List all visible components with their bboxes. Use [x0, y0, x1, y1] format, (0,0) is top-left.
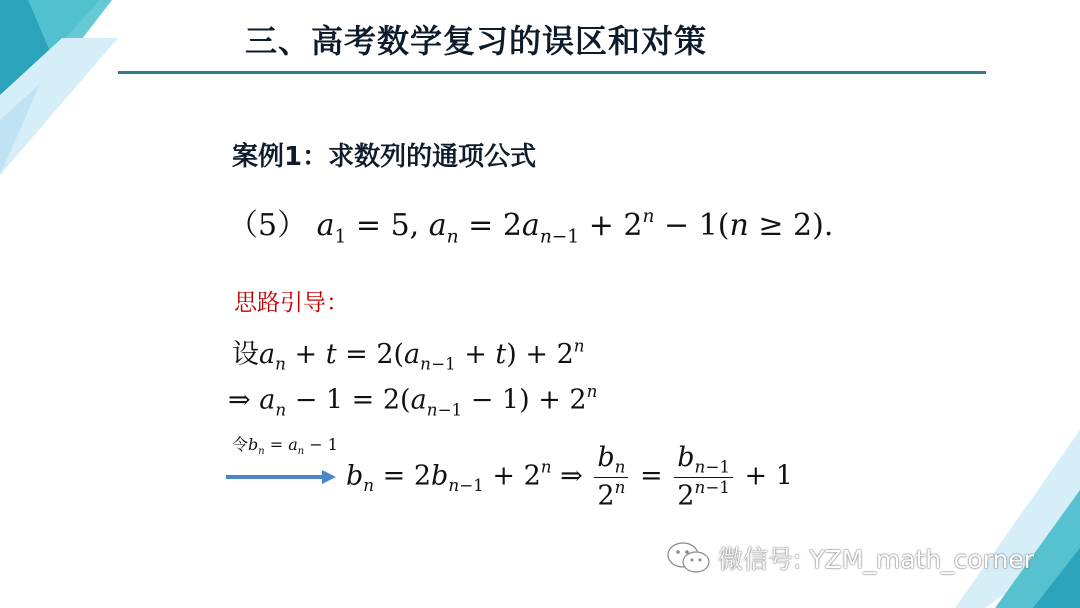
wechat-watermark	[666, 540, 1034, 576]
case-heading: 案例1：求数列的通项公式	[232, 142, 537, 172]
derivation-step-3: $b_n = 2b_{n-1} + 2^n$ ⇒ $\frac{b_n}{2^n}$ = $\frac{b_{n-1}}{2^{n-1}}$ + 1	[346, 442, 793, 512]
problem-equation: （5） $a_1 = 5$, $a_n = 2a_{n-1} + 2^n - 1(n \ge 2)$.	[228, 205, 834, 248]
substitution-label: 令$b_n = a_n - 1$	[232, 435, 338, 457]
slide-title: 三、高考数学复习的误区和对策	[245, 22, 708, 60]
title-divider	[118, 71, 986, 74]
derivation-step-1: 设$a_n + t = 2(a_{n-1} + t) + 2^n$	[232, 335, 585, 374]
right-arrow-icon	[226, 468, 338, 486]
problem-label: （5）	[228, 208, 308, 243]
hint-label: 思路引导：	[234, 290, 349, 316]
bottom-right-decoration	[955, 430, 1080, 608]
derivation-step-2: ⇒ $a_n - 1 = 2(a_{n-1} - 1) + 2^n$	[228, 381, 598, 420]
top-left-decoration	[0, 0, 130, 180]
fraction-bn-over-2n: $\frac{b_n}{2^n}$	[594, 442, 628, 512]
watermark-text: 微信号: YZM_math_corner	[718, 545, 1035, 574]
wechat-icon	[666, 541, 712, 575]
fraction-bn1-over-2n1: $\frac{b_{n-1}}{2^{n-1}}$	[674, 442, 733, 512]
